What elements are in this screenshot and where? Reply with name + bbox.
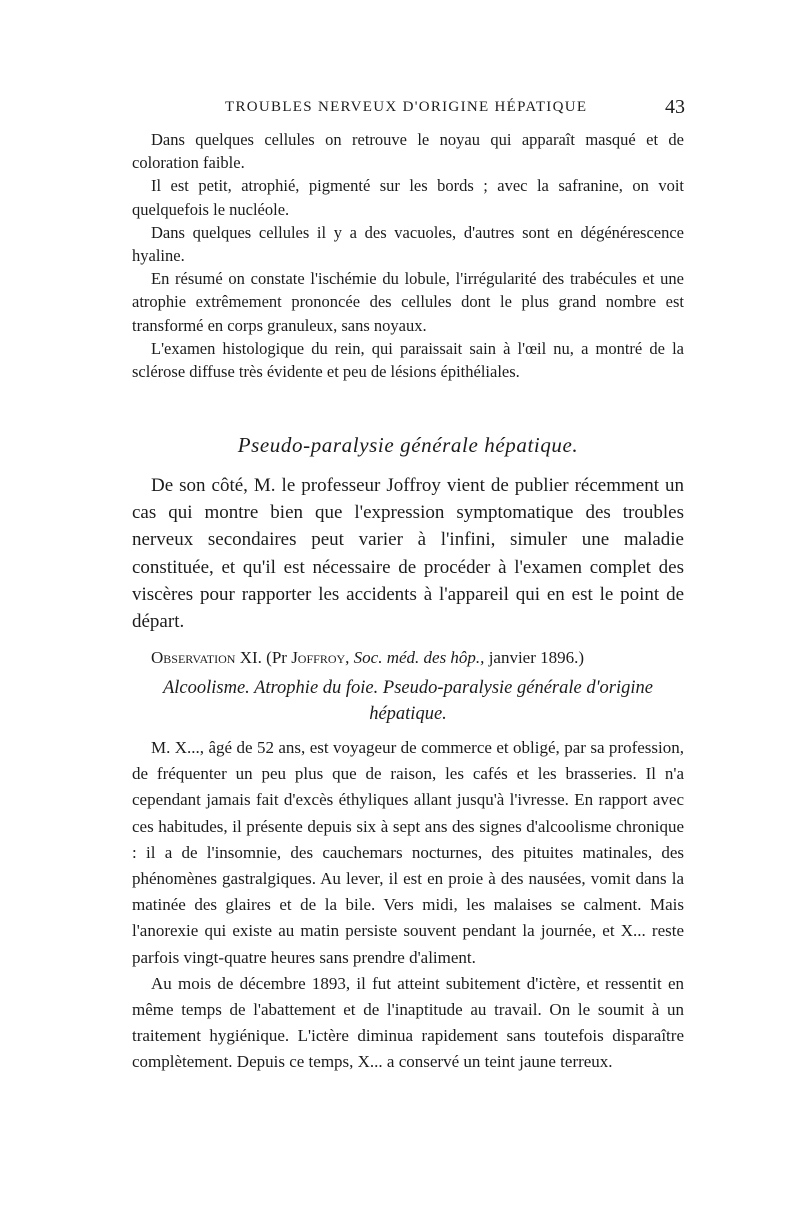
observation-date: janvier 1896.) bbox=[488, 648, 585, 667]
paragraph: M. X..., âgé de 52 ans, est voyageur de commerce et obligé, par sa profession, de fréquenter un peu plus que de raison, les cafés et les brasseries. Il n'a cependant jamais fait d'excès éthyliques allant jusqu'à l'ivresse. En rapport avec ces habitudes, il présente depuis six à sept ans des signes d'alcoolisme chronique : il a de l'insomnie, des cauchemars nocturnes, des pituites matinales, des phénomènes gastralgiques. Au lever, il est en proie à des nausées, vomit dans la matinée des glaires et de la bile. Vers midi, les malaises se calment. Mais l'anorexie qui existe au matin persiste souvent pendant la journée, et X... reste parfois vingt-quatre heures sans prendre d'aliment. bbox=[132, 738, 684, 967]
paragraph: De son côté, M. le professeur Joffroy vient de publier récemment un cas qui montre bien que l'expression symptomatique des troubles nerveux secondaires peut varier à l'infini, simuler une maladie constituée, et qu'il est nécessaire de procéder à l'examen complet des viscères pour rapporter les accidents à l'appareil qui en est le point de départ. bbox=[132, 475, 684, 633]
page-number: 43 bbox=[665, 96, 685, 118]
observation-author: Joffroy, bbox=[291, 648, 350, 667]
observation-title: Alcoolisme. Atrophie du foie. Pseudo-paralysie générale d'origine hépatique. bbox=[162, 678, 653, 724]
case-report bbox=[132, 735, 684, 1076]
title-abbreviation: Pr bbox=[271, 648, 287, 667]
section-heading: Pseudo-paralysie générale hépatique. bbox=[237, 433, 579, 457]
paragraph: L'examen histologique du rein, qui paraissait sain à l'œil nu, a montré de la sclérose diffuse très évidente et peu de lésions épithéliales. bbox=[132, 338, 684, 382]
paragraph: Dans quelques cellules on retrouve le noyau qui apparaît masqué et de coloration faible. bbox=[132, 130, 684, 173]
observation-label: Observation XI. bbox=[151, 648, 262, 667]
running-title: TROUBLES NERVEUX D'ORIGINE HÉPATIQUE bbox=[225, 99, 588, 115]
histology-section bbox=[132, 128, 684, 383]
page-header bbox=[145, 96, 685, 122]
observation-reference: Observation XI. (Pr Joffroy, Soc. méd. des hôp., janvier 1896.) bbox=[151, 648, 585, 667]
paragraph: Il est petit, atrophié, pigmenté sur les bords ; avec la safranine, on voit quelquefois le nucléole. bbox=[132, 176, 684, 219]
paragraph: Au mois de décembre 1893, il fut atteint subitement d'ictère, et ressentit en même temps de l'abattement et de l'inaptitude au travail. On le soumit à un traitement hygiénique. L'ictère diminua rapidement sans toutefois disparaître complètement. Depuis ce temps, X... a conservé un teint jaune terreux. bbox=[132, 973, 684, 1072]
paragraph: En résumé on constate l'ischémie du lobule, l'irrégularité des trabécules et une atrophie extrêmement prononcée des cellules dont le plus grand nombre est transformé en corps granuleux, sans noyaux. bbox=[132, 269, 684, 335]
paragraph: Dans quelques cellules il y a des vacuoles, d'autres sont en dégénérescence hyaline. bbox=[132, 222, 684, 266]
joffroy-section bbox=[132, 472, 684, 635]
journal-name: Soc. méd. des hôp., bbox=[353, 648, 485, 667]
